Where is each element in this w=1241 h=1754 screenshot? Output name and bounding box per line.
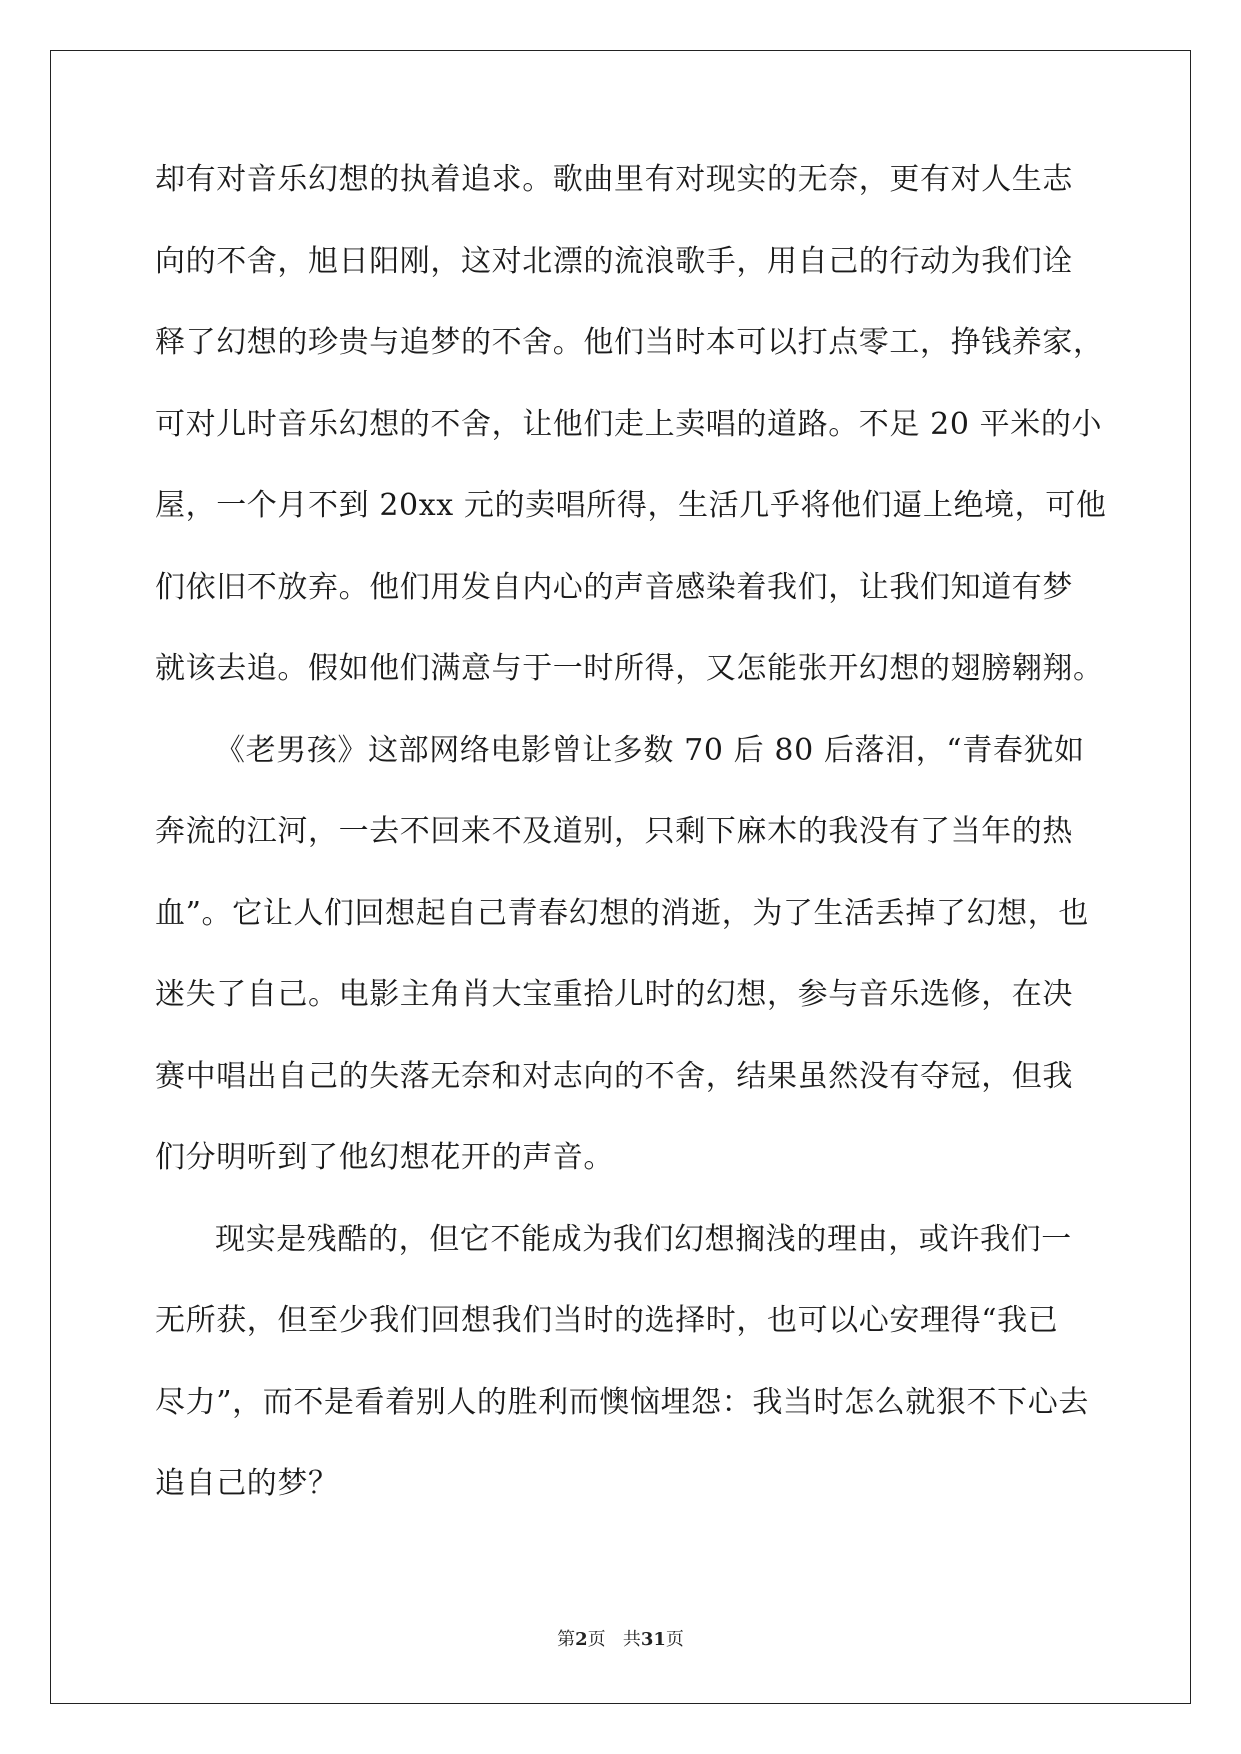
footer-page-suffix: 页 <box>587 1629 606 1650</box>
text-line: 们依旧不放弃。他们用发自内心的声音感染着我们，让我们知道有梦 <box>155 569 1073 605</box>
page-number-footer <box>0 1628 1241 1652</box>
text-line: 可对儿时音乐幻想的不舍，让他们走上卖唱的道路。不足 20 平米的小 <box>155 406 1103 442</box>
text-line: 赛中唱出自己的失落无奈和对志向的不舍，结果虽然没有夺冠，但我 <box>155 1058 1073 1094</box>
text-line: 释了幻想的珍贵与追梦的不舍。他们当时本可以打点零工，挣钱养家， <box>155 325 1104 360</box>
total-page-count: 31 <box>640 1629 666 1650</box>
document-body <box>155 160 1107 1546</box>
footer-total-prefix: 共 <box>622 1629 641 1650</box>
text-line: 们分明听到了他幻想花开的声音。 <box>155 1140 614 1175</box>
paragraph-start-line: 《老男孩》这部网络电影曾让多数 70 后 80 后落泪，“青春犹如 <box>215 732 1085 768</box>
text-line: 血”。它让人们回想起自己青春幻想的消逝，为了生活丢掉了幻想，也 <box>155 895 1089 931</box>
current-page-number: 2 <box>575 1629 588 1650</box>
text-line: 追自己的梦？ <box>155 1466 339 1501</box>
footer-prefix: 第 <box>557 1629 576 1650</box>
text-line: 却有对音乐幻想的执着追求。歌曲里有对现实的无奈，更有对人生志 <box>155 162 1073 197</box>
paragraph-start-line: 现实是残酷的，但它不能成为我们幻想搁浅的理由，或许我们一 <box>215 1221 1072 1257</box>
text-line: 迷失了自己。电影主角肖大宝重拾儿时的幻想，参与音乐选修，在决 <box>155 977 1073 1012</box>
text-line: 就该去追。假如他们满意与于一时所得，又怎能张开幻想的翅膀翱翔。 <box>155 651 1104 686</box>
footer-total-suffix: 页 <box>665 1629 684 1650</box>
text-line: 屋，一个月不到 20xx 元的卖唱所得，生活几乎将他们逼上绝境，可他 <box>155 488 1107 523</box>
text-line: 无所获，但至少我们回想我们当时的选择时，也可以心安理得“我已 <box>155 1303 1059 1338</box>
text-line: 奔流的江河，一去不回来不及道别，只剩下麻木的我没有了当年的热 <box>155 814 1073 849</box>
text-line: 尽力”，而不是看着别人的胜利而懊恼埋怨：我当时怎么就狠不下心去 <box>155 1384 1089 1420</box>
text-line: 向的不舍，旭日阳刚，这对北漂的流浪歌手，用自己的行动为我们诠 <box>155 243 1073 279</box>
